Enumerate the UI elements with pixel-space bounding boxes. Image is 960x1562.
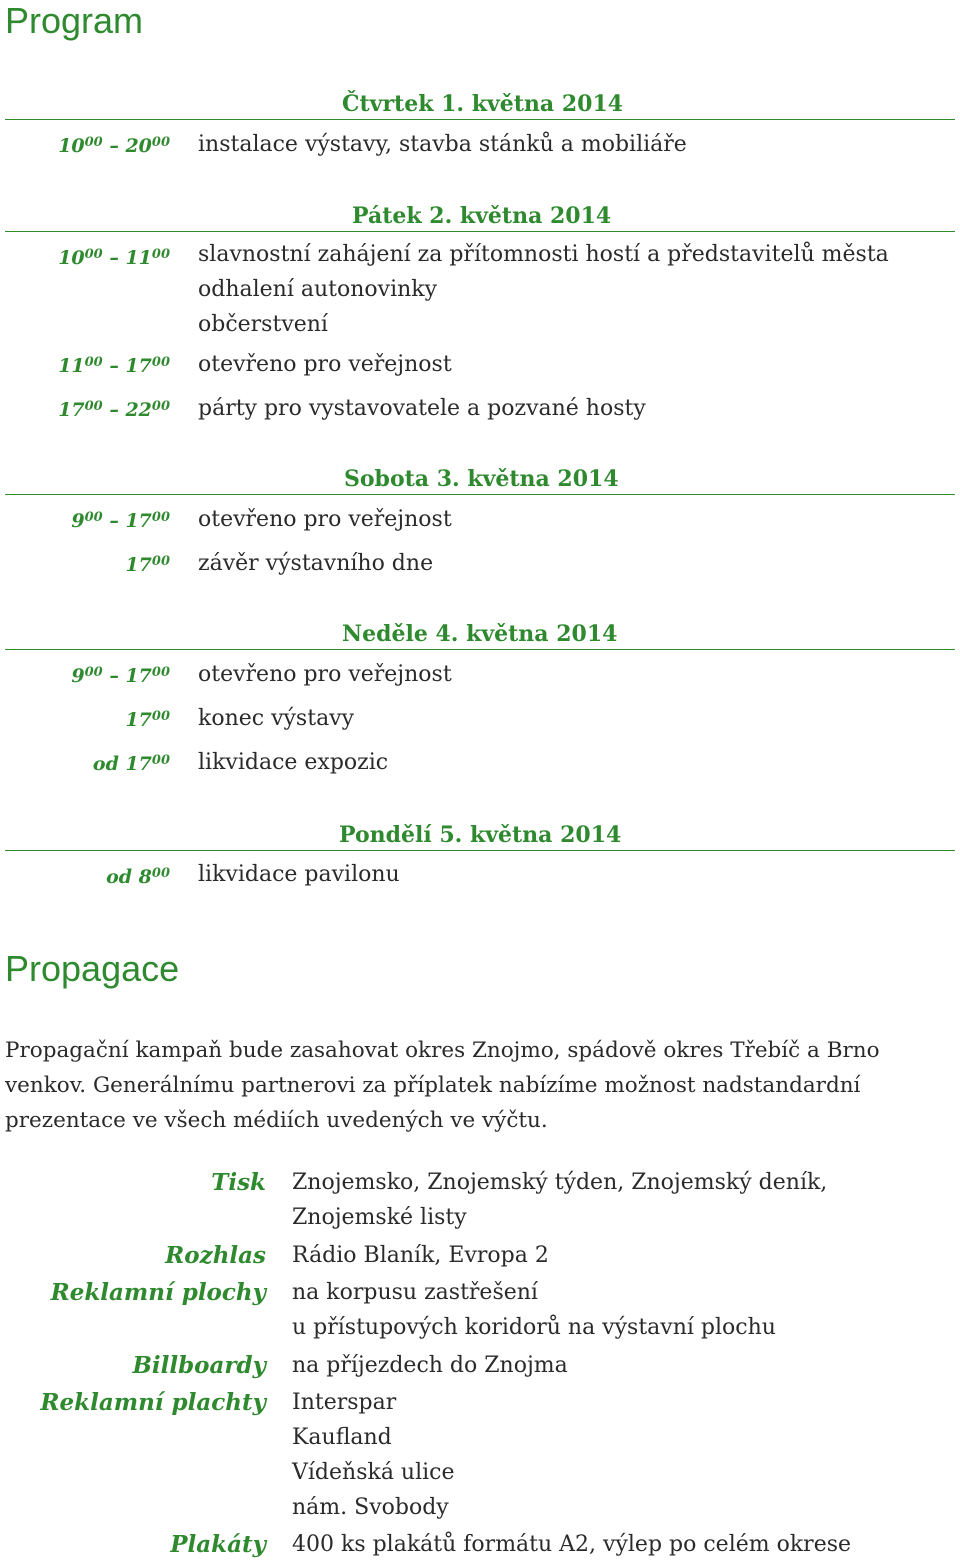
media-value: na korpusu zastřešení — [292, 1280, 538, 1305]
propagace-paragraph: Propagační kampaň bude zasahovat okres Znojmo, spádově okres Třebíč a Brno venkov. Generálnímu partnerovi za příplatek nabízíme možnost nadstandardní prezentace ve všech médiích uvedených ve výčtu. — [5, 1038, 880, 1133]
media-value: Vídeňská ulice — [292, 1460, 455, 1485]
time-slot: $9^{00} - 17^{00}$ — [71, 665, 170, 687]
day-heading-friday: Pátek 2. května 2014 — [352, 203, 612, 229]
media-value: Interspar — [292, 1390, 397, 1415]
time-slot: od $17^{00}$ — [92, 753, 170, 775]
media-label-plakaty: Plakáty — [170, 1531, 266, 1558]
program-item: slavnostní zahájení za přítomnosti hostí a představitelů města — [198, 242, 889, 267]
time-slot: $10^{00} - 20^{00}$ — [58, 135, 170, 157]
day-divider — [5, 231, 955, 232]
program-item: otevřeno pro veřejnost — [198, 507, 452, 532]
media-value: nám. Svobody — [292, 1495, 449, 1520]
program-item: likvidace expozic — [198, 750, 389, 775]
program-item: občerstvení — [198, 312, 328, 337]
program-title: Program — [5, 0, 144, 41]
program-item: otevřeno pro veřejnost — [198, 352, 452, 377]
time-slot: $11^{00} - 17^{00}$ — [58, 355, 170, 377]
day-heading-sunday: Neděle 4. května 2014 — [342, 621, 618, 647]
program-item: odhalení autonovinky — [198, 277, 438, 302]
day-heading-monday: Pondělí 5. května 2014 — [339, 822, 622, 848]
propagace-title: Propagace — [5, 948, 180, 989]
time-slot: $9^{00} - 17^{00}$ — [71, 510, 170, 532]
media-label-tisk: Tisk — [211, 1169, 266, 1196]
media-value: Znojemské listy — [292, 1205, 467, 1230]
day-divider — [5, 119, 955, 120]
time-slot: $17^{00}$ — [125, 554, 170, 576]
time-slot: od $8^{00}$ — [106, 866, 170, 888]
program-item: konec výstavy — [198, 706, 355, 731]
day-divider — [5, 850, 955, 851]
program-item: párty pro vystavovatele a pozvané hosty — [198, 396, 646, 421]
day-divider — [5, 494, 955, 495]
day-heading-saturday: Sobota 3. května 2014 — [344, 466, 619, 492]
media-value: Rádio Blaník, Evropa 2 — [292, 1243, 549, 1268]
day-heading-thursday: Čtvrtek 1. května 2014 — [342, 91, 624, 117]
media-value: na příjezdech do Znojma — [292, 1353, 568, 1378]
program-item: otevřeno pro veřejnost — [198, 662, 452, 687]
media-value: Kaufland — [292, 1425, 392, 1450]
media-label-billboardy: Billboardy — [132, 1352, 266, 1379]
program-item: závěr výstavního dne — [198, 551, 434, 576]
media-value: Znojemsko, Znojemský týden, Znojemský deník, — [292, 1170, 828, 1195]
media-label-reklamni-plachty: Reklamní plachty — [40, 1389, 266, 1416]
time-slot: $10^{00} - 11^{00}$ — [58, 247, 170, 269]
program-item: likvidace pavilonu — [198, 862, 400, 887]
media-label-rozhlas: Rozhlas — [165, 1242, 266, 1269]
media-label-reklamni-plochy: Reklamní plochy — [50, 1279, 266, 1306]
media-value: 400 ks plakátů formátu A2, výlep po celém okrese — [292, 1532, 852, 1557]
time-slot: $17^{00}$ — [125, 709, 170, 731]
time-slot: $17^{00} - 22^{00}$ — [58, 399, 170, 421]
day-divider — [5, 649, 955, 650]
media-value: u přístupových koridorů na výstavní plochu — [292, 1315, 776, 1340]
program-item: instalace výstavy, stavba stánků a mobiliáře — [198, 132, 687, 157]
